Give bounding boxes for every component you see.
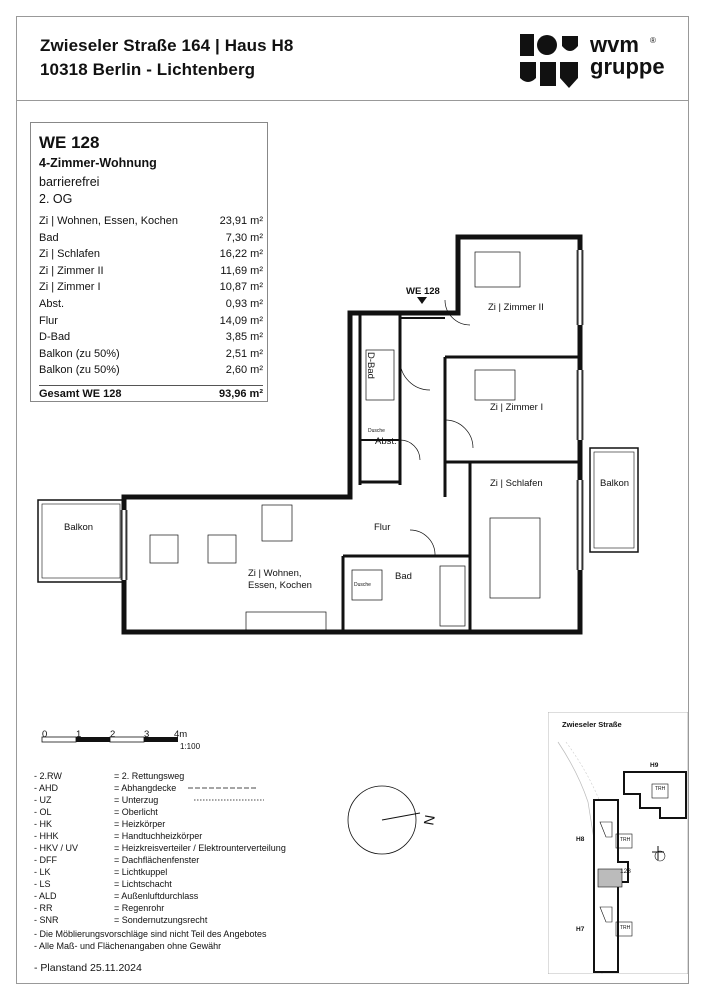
legend-abbr: - OL <box>34 807 52 817</box>
legend-line-dashed-icon <box>188 785 258 791</box>
room-area: 23,91 m² <box>219 215 263 227</box>
plan-label-zimmer2: Zi | Zimmer II <box>488 302 544 313</box>
plan-label-dbad: D-Bad <box>365 352 376 379</box>
unit-feature: barrierefrei <box>39 175 100 189</box>
legend-text: = Heizkreisverteiler / Elektrounterverteilung <box>114 843 286 853</box>
site-h7-label: H7 <box>576 926 585 933</box>
registered-mark: ® <box>650 36 656 45</box>
room-name: Zi | Zimmer I <box>39 281 101 294</box>
scale-tick-1: 1 <box>76 729 82 740</box>
address-line-2: 10318 Berlin - Lichtenberg <box>40 60 256 79</box>
total-label: Gesamt WE 128 <box>39 388 122 400</box>
legend-row <box>34 878 286 890</box>
legend-text: = Handtuchheizkörper <box>114 831 203 841</box>
room-area: 3,85 m² <box>225 331 263 344</box>
room-area: 16,22 m² <box>219 248 263 261</box>
compass-north-label: N <box>420 813 438 827</box>
abbreviation-legend <box>34 770 286 926</box>
room-area: 14,09 m² <box>219 314 263 327</box>
room-area: 11,69 m² <box>220 264 263 277</box>
scale-ratio: 1:100 <box>180 742 201 751</box>
legend-text: = Lichtschacht <box>114 879 172 889</box>
legend-text: = Regenrohr <box>114 903 165 913</box>
legend-row <box>34 890 286 902</box>
plan-we-tag: WE 128 <box>406 286 440 297</box>
site-trh-label-3: TRH <box>620 925 631 931</box>
legend-abbr: - AHD <box>34 783 59 793</box>
plan-label-abst: Abst. <box>375 436 397 447</box>
room-area: 7,30 m² <box>225 231 263 244</box>
legend-line-dotted-icon <box>194 797 264 803</box>
legend-abbr: - UZ <box>34 795 52 805</box>
legend-text: = 2. Rettungsweg <box>114 771 185 781</box>
room-area: 2,60 m² <box>225 364 263 377</box>
total-area: 93,96 m² <box>218 388 263 400</box>
legend-row <box>34 914 286 926</box>
legend-text: = Lichtkuppel <box>114 867 168 877</box>
legend-abbr: - RR <box>34 903 53 913</box>
legend-row <box>34 842 286 854</box>
room-name: Abst. <box>39 297 65 310</box>
room-area: 0,93 m² <box>225 297 263 310</box>
brand-gruppe: gruppe <box>590 54 665 79</box>
site-unit-label: 128 <box>620 868 631 875</box>
room-name: Flur <box>39 314 58 327</box>
plan-label-balkon-right: Balkon <box>600 478 630 489</box>
address-line-1: Zwieseler Straße 164 | Haus H8 <box>40 36 294 55</box>
legend-row <box>34 770 286 782</box>
plan-label-balkon-left: Balkon <box>64 522 94 533</box>
plan-label-zimmer1: Zi | Zimmer I <box>490 402 544 413</box>
site-street-label: Zwieseler Straße <box>562 720 622 729</box>
legend-text: = Unterzug <box>114 795 159 805</box>
plan-label-dusche-2: Dusche <box>354 582 371 588</box>
unit-floor: 2. OG <box>39 192 73 206</box>
site-h9-label: H9 <box>650 762 659 769</box>
legend-text: = Abhangdecke <box>114 783 177 793</box>
legend-abbr: - DFF <box>34 855 57 865</box>
legend-text: = Oberlicht <box>114 807 158 817</box>
legend-row <box>34 854 286 866</box>
legend-abbr: - SNR <box>34 915 59 925</box>
planstand: - Planstand 25.11.2024 <box>34 962 142 974</box>
legend-row <box>34 866 286 878</box>
legend-row <box>34 806 286 818</box>
legend-row <box>34 794 286 806</box>
legend-text: = Sondernutzungsrecht <box>114 915 208 925</box>
scale-bar <box>40 730 240 754</box>
room-name: D-Bad <box>39 331 71 344</box>
plan-label-dusche-1: Dusche <box>368 428 385 434</box>
scale-tick-2: 2 <box>110 729 116 740</box>
legend-row <box>34 902 286 914</box>
note-line: - Alle Maß- und Flächenangaben ohne Gewähr <box>34 941 222 951</box>
scale-tick-4: 4m <box>174 729 188 740</box>
brand-wvm: wvm <box>590 32 639 57</box>
plan-label-wohnen-1: Zi | Wohnen, <box>248 568 302 579</box>
room-area: 10,87 m² <box>219 281 263 294</box>
notes <box>34 928 266 952</box>
plan-label-bad: Bad <box>395 571 412 582</box>
plan-label-schlafen: Zi | Schlafen <box>490 478 543 489</box>
note-line: - Die Möblierungsvorschläge sind nicht Teil des Angebotes <box>34 929 267 939</box>
legend-text: = Außenluftdurchlass <box>114 891 199 901</box>
legend-abbr: - LS <box>34 879 51 889</box>
legend-row <box>34 830 286 842</box>
site-plan <box>548 712 688 974</box>
scale-tick-0: 0 <box>42 729 48 740</box>
compass-icon <box>344 780 454 860</box>
room-name: Balkon (zu 50%) <box>39 347 120 360</box>
room-name: Balkon (zu 50%) <box>39 364 120 377</box>
plan-label-wohnen-2: Essen, Kochen <box>248 580 312 591</box>
room-name: Zi | Wohnen, Essen, Kochen <box>39 215 179 227</box>
room-name: Zi | Schlafen <box>39 248 100 261</box>
legend-abbr: - ALD <box>34 891 57 901</box>
room-name: Bad <box>39 231 59 244</box>
room-area: 2,51 m² <box>225 347 263 360</box>
legend-abbr: - HKV / UV <box>34 843 79 853</box>
unit-type: 4-Zimmer-Wohnung <box>39 156 157 170</box>
legend-abbr: - LK <box>34 867 51 877</box>
plan-label-flur: Flur <box>374 522 391 533</box>
room-name: Zi | Zimmer II <box>39 264 104 277</box>
legend-text: = Heizkörper <box>114 819 166 829</box>
legend-row <box>34 818 286 830</box>
scale-tick-3: 3 <box>144 729 150 740</box>
site-trh-label-1: TRH <box>655 786 666 792</box>
legend-abbr: - HK <box>34 819 52 829</box>
site-h8-label: H8 <box>576 836 585 843</box>
legend-abbr: - 2.RW <box>34 771 62 781</box>
legend-text: = Dachflächenfenster <box>114 855 200 865</box>
unit-title: WE 128 <box>39 133 100 152</box>
site-trh-label-2: TRH <box>620 837 631 843</box>
legend-abbr: - HHK <box>34 831 59 841</box>
legend-row <box>34 782 286 794</box>
